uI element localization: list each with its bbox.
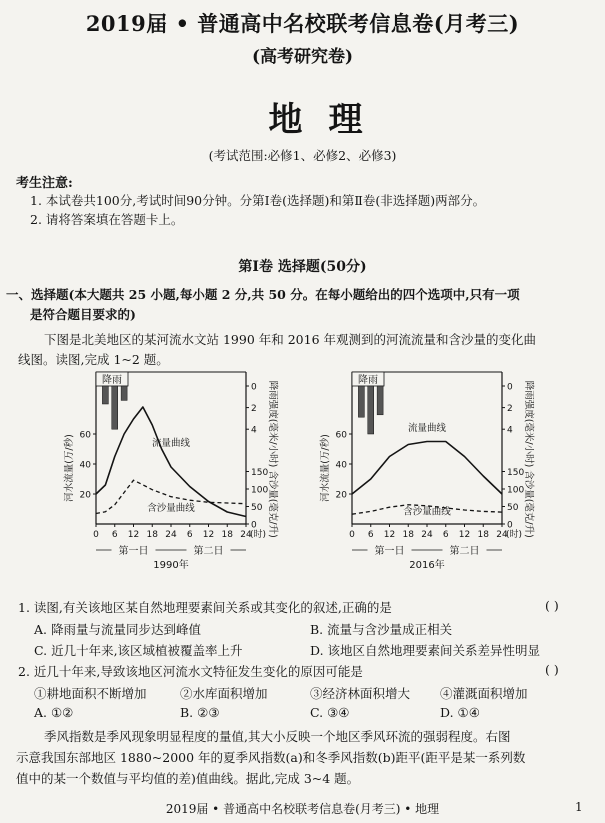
exam-scope: (考试范围:必修1、必修2、必修3): [208, 148, 397, 163]
rain-axis-label: 降雨强度(毫米/小时): [267, 380, 278, 468]
x-tick-label: 12: [383, 530, 396, 540]
sediment-tick-label: 0: [507, 520, 513, 531]
rain-label: 降雨: [102, 375, 122, 386]
sediment-tick-label: 50: [251, 503, 263, 513]
left-tick-label: 20: [79, 490, 91, 501]
rain-bar: [102, 386, 108, 404]
x-tick-label: 24: [421, 530, 433, 540]
notice-item: 1. 本试卷共100分,考试时间90分钟。分第Ⅰ卷(选择题)和第Ⅱ卷(非选择题)两部分。: [30, 193, 486, 208]
left-axis-label: 河水流量(万/秒): [320, 434, 331, 502]
sediment-tick-label: 100: [251, 485, 269, 496]
day1-label: 第一日: [374, 546, 405, 557]
rain-tick-label: 2: [507, 404, 513, 415]
q1-option-c: C. 近几十年来,该区域植被覆盖率上升: [34, 643, 243, 658]
sediment-tick-label: 100: [507, 485, 525, 496]
q2-option-a: A. ①②: [34, 705, 74, 720]
x-tick-label: 24: [496, 530, 508, 540]
x-tick-label: 18: [221, 530, 233, 540]
x-tick-label: 12: [458, 530, 471, 540]
chart-year-title: 1990年: [153, 560, 189, 571]
x-tick-label: 0: [93, 530, 99, 540]
x-tick-label: 18: [477, 530, 489, 540]
rain-bar: [358, 386, 364, 417]
hydrograph-1990: [60, 364, 310, 596]
subject-title: 地理: [268, 100, 389, 140]
x-tick-label: 18: [146, 530, 158, 540]
exam-title: 2019届 • 普通高中名校联考信息卷(月考三): [85, 11, 520, 36]
left-axis-label: 河水流量(万/秒): [64, 434, 75, 502]
q1-option-d: D. 该地区自然地理要素间关系差异性明显: [310, 643, 541, 658]
chart-year-title: 2016年: [409, 560, 445, 571]
day1-label: 第一日: [118, 546, 149, 557]
flow-curve-label: 流量曲线: [407, 423, 447, 434]
page-footer: 2019届 • 普通高中名校联考信息卷(月考三) • 地理: [165, 802, 440, 816]
sediment-axis-label: 含沙量(毫克/升): [267, 470, 278, 538]
x-tick-label: 24: [165, 530, 177, 540]
rain-tick-label: 0: [251, 382, 257, 393]
flow-curve: [352, 442, 502, 495]
sediment-tick-label: 150: [251, 468, 269, 478]
rain-label: 降雨: [358, 375, 378, 386]
q1-answer-paren: ( ): [545, 598, 559, 613]
q1-option-b: B. 流量与含沙量成正相关: [310, 622, 453, 637]
left-tick-label: 20: [335, 490, 347, 501]
q2-stem: 2. 近几十年来,导致该地区河流水文特征发生变化的原因可能是: [18, 664, 363, 679]
chart-2016-root: [319, 372, 535, 571]
x-unit: (时): [250, 530, 267, 540]
q2-factor-1: ①耕地面积不断增加: [34, 686, 147, 701]
q2-factor-4: ④灌溉面积增加: [440, 686, 528, 701]
section-title: 第Ⅰ卷 选择题(50分): [238, 259, 367, 275]
q2-option-b: B. ②③: [180, 705, 220, 720]
left-tick-label: 60: [79, 430, 91, 441]
q2-factor-2: ②水库面积增加: [180, 686, 268, 701]
flow-curve: [96, 407, 246, 517]
rain-bar: [112, 386, 118, 429]
rain-tick-label: 0: [507, 382, 513, 393]
sediment-curve-label: 含沙量曲线: [403, 506, 451, 518]
notice-heading: 考生注意:: [16, 176, 73, 191]
rain-bar: [377, 386, 383, 415]
q2-answer-paren: ( ): [545, 662, 559, 677]
left-tick-label: 60: [335, 430, 347, 441]
x-unit: (时): [506, 530, 523, 540]
rain-tick-label: 4: [507, 425, 513, 436]
day2-label: 第二日: [193, 546, 224, 557]
sediment-tick-label: 0: [251, 520, 257, 531]
sediment-tick-label: 50: [507, 503, 519, 513]
chart-1990-root: [63, 372, 279, 571]
rain-bar: [368, 386, 374, 434]
x-tick-label: 0: [349, 530, 355, 540]
x-tick-label: 12: [127, 530, 140, 540]
section-instruction-cont: 是符合题目要求的): [30, 307, 136, 322]
x-tick-label: 6: [442, 530, 449, 540]
section-instruction: 一、选择题(本大题共 25 小题,每小题 2 分,共 50 分。在每小题给出的四个选项中,只有一项: [6, 287, 520, 302]
x-tick-label: 6: [367, 530, 374, 540]
exam-subtitle: (高考研究卷): [251, 47, 354, 67]
x-tick-label: 6: [186, 530, 193, 540]
x-tick-label: 6: [111, 530, 118, 540]
rain-tick-label: 4: [251, 425, 257, 436]
page-number: 1: [575, 800, 583, 814]
passage2-line: 示意我国东部地区 1880~2000 年的夏季风指数(a)和冬季风指数(b)距平(距平是某一系列数: [16, 750, 526, 765]
passage1-line: 线图。读图,完成 1~2 题。: [18, 352, 169, 367]
left-tick-label: 40: [79, 460, 91, 471]
rain-bar: [121, 386, 127, 400]
passage2-line: 值中的某一个数值与平均值的差)值曲线。据此,完成 3~4 题。: [16, 771, 360, 786]
q2-option-d: D. ①④: [440, 705, 480, 720]
sediment-axis-label: 含沙量(毫克/升): [523, 470, 534, 538]
day2-label: 第二日: [449, 546, 480, 557]
hydrograph-2016: [316, 364, 566, 596]
x-tick-label: 18: [402, 530, 414, 540]
x-tick-label: 24: [240, 530, 252, 540]
q1-stem: 1. 读图,有关该地区某自然地理要素间关系或其变化的叙述,正确的是: [18, 600, 392, 615]
sediment-tick-label: 150: [507, 468, 525, 478]
q2-option-c: C. ③④: [310, 705, 350, 720]
q1-option-a: A. 降雨量与流量同步达到峰值: [34, 622, 201, 637]
left-tick-label: 40: [335, 460, 347, 471]
passage1-line: 下图是北美地区的某河流水文站 1990 年和 2016 年观测到的河流流量和含沙量的变化曲: [44, 332, 537, 347]
x-tick-label: 12: [202, 530, 215, 540]
notice-item: 2. 请将答案填在答题卡上。: [30, 212, 184, 227]
rain-axis-label: 降雨强度(毫米/小时): [523, 380, 534, 468]
q2-factor-3: ③经济林面积增大: [310, 686, 411, 701]
rain-tick-label: 2: [251, 404, 257, 415]
flow-curve-label: 流量曲线: [151, 438, 191, 449]
sediment-curve-label: 含沙量曲线: [147, 503, 195, 515]
passage2-line: 季风指数是季风现象明显程度的量值,其大小反映一个地区季风环流的强弱程度。右图: [44, 729, 511, 744]
